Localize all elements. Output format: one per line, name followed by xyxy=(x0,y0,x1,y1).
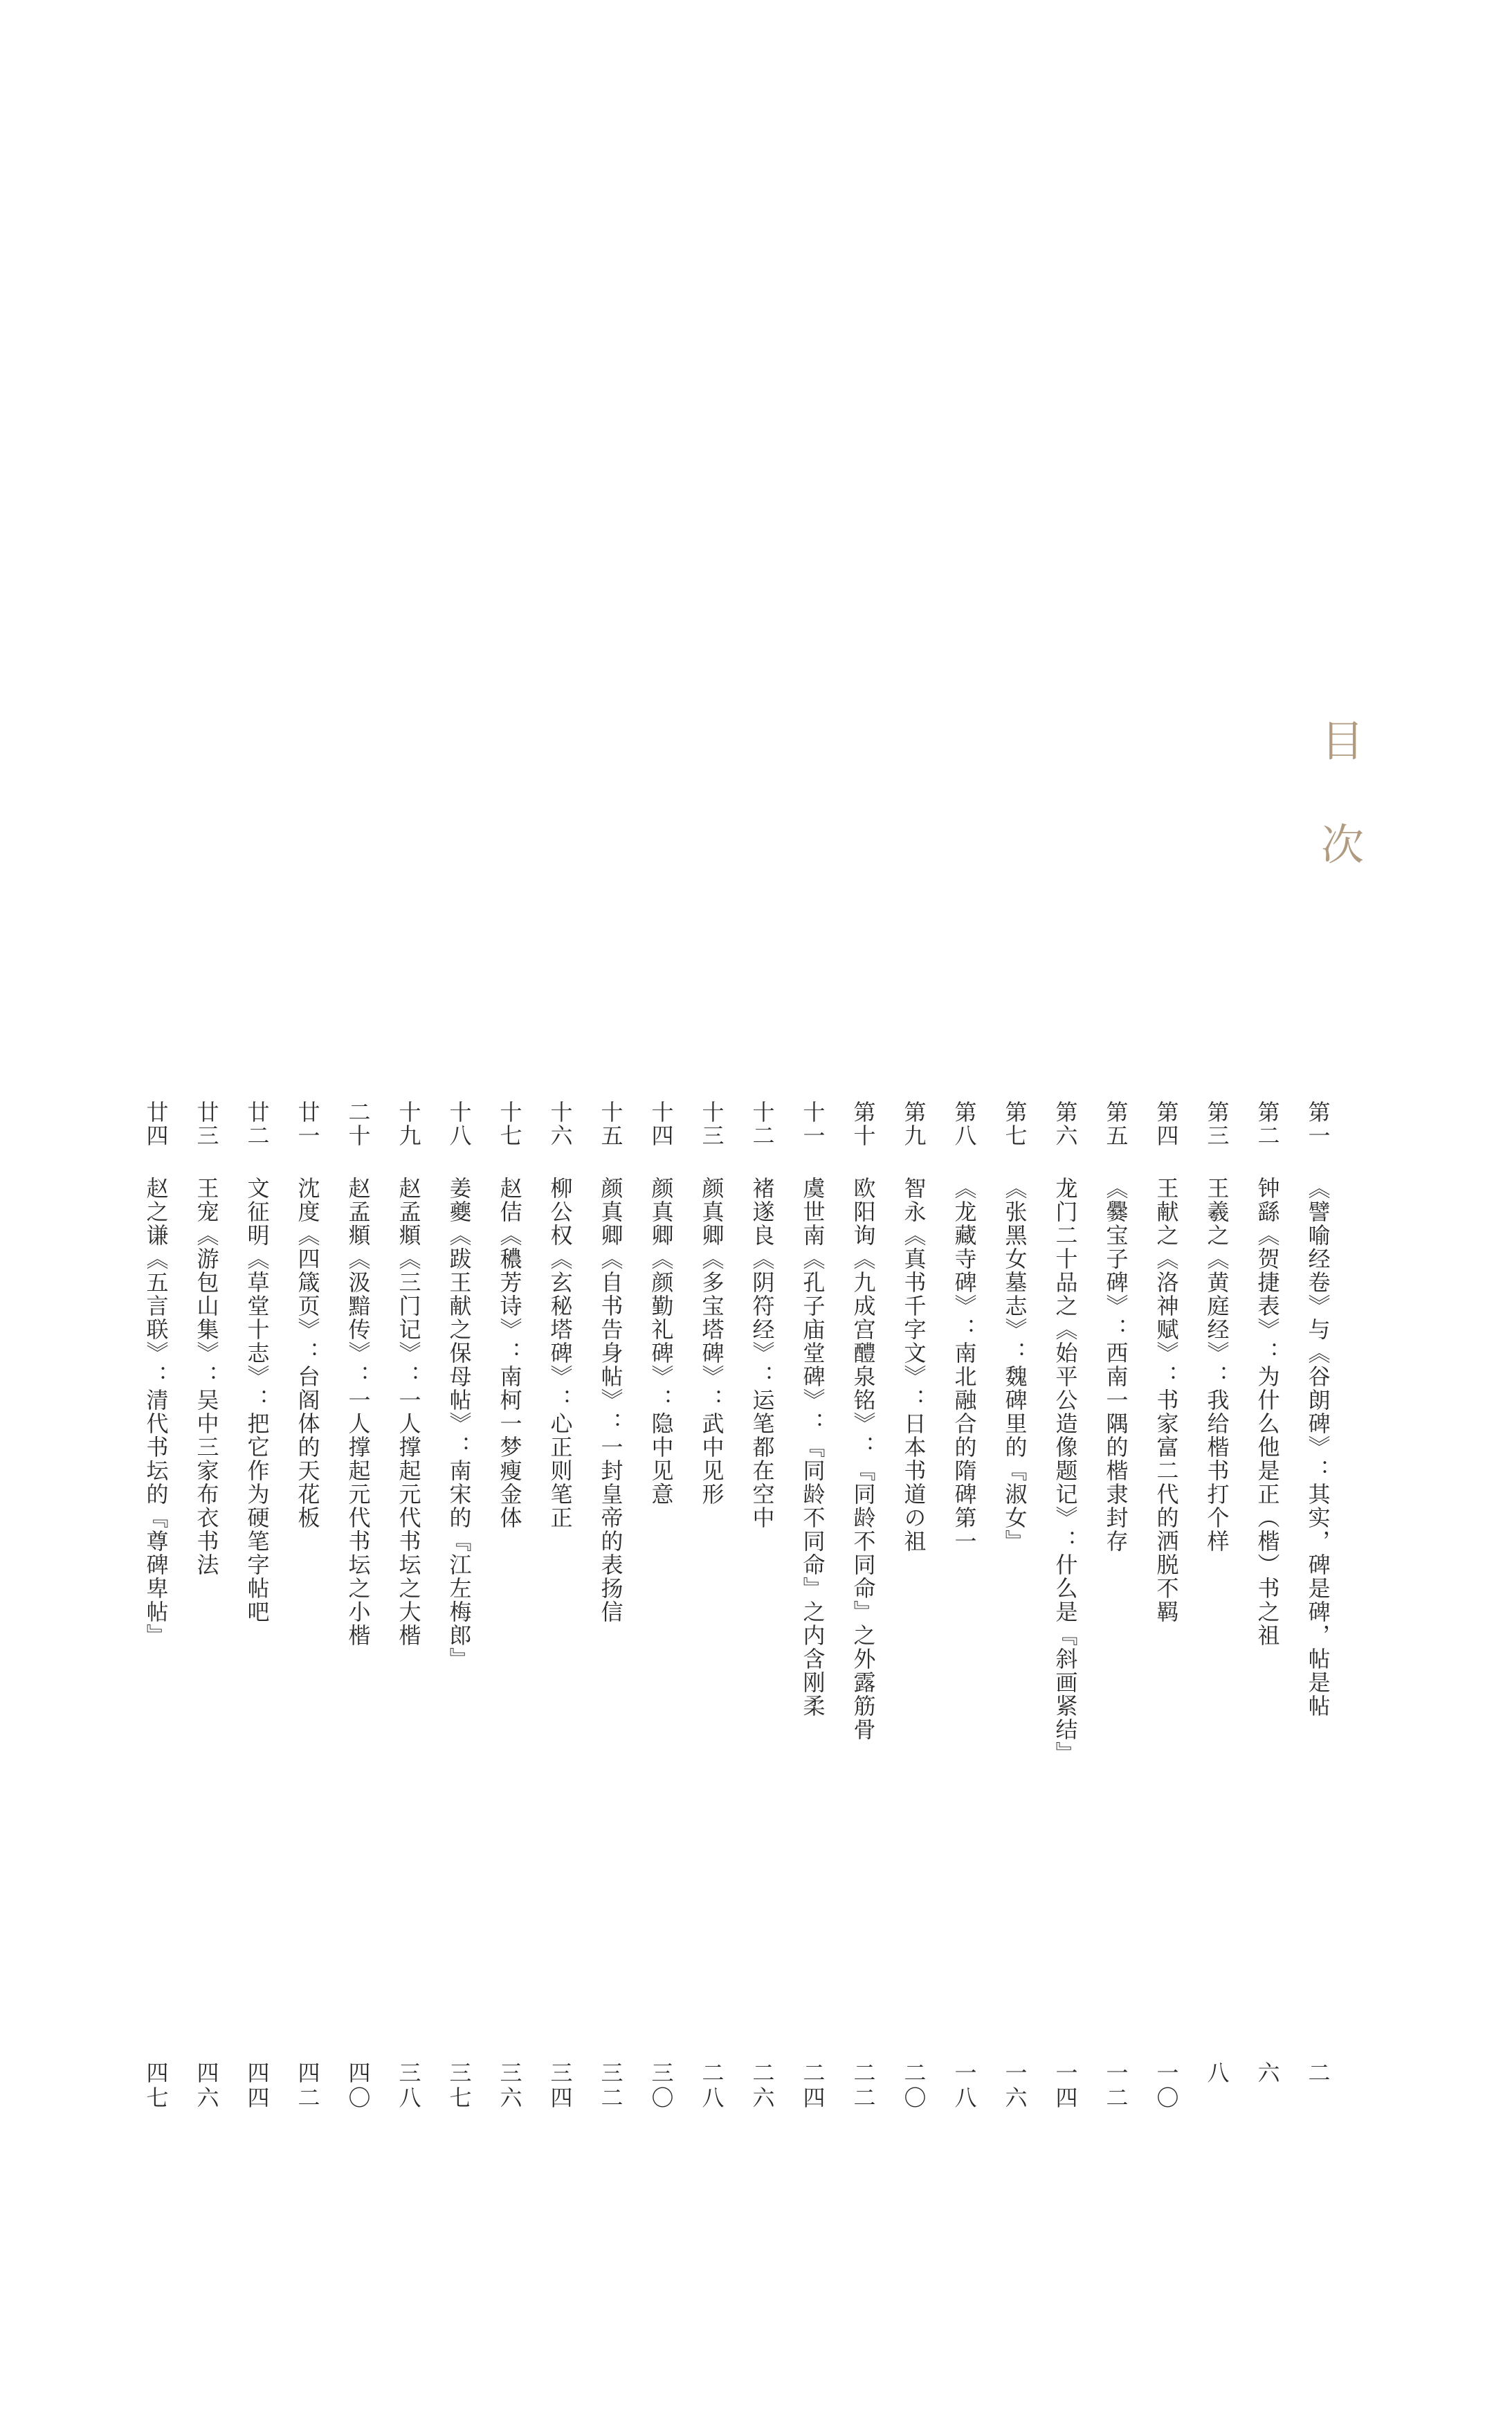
toc-entry-title: 颜真卿《自书告身帖》：一封皇帝的表扬信 xyxy=(597,1177,624,1624)
toc-entry-page-number: 三八 xyxy=(395,2061,422,2111)
toc-entry-ordinal: 廿一 xyxy=(294,1100,321,1148)
toc-entry-title: 王羲之《黄庭经》：我给楷书打个样 xyxy=(1203,1177,1230,1553)
toc-entry-ordinal: 第六 xyxy=(1052,1100,1079,1148)
toc-entry-title: 赵之谦《五言联》：清代书坛的『尊碑卑帖』 xyxy=(143,1177,170,1647)
toc-entry-ordinal: 十四 xyxy=(648,1100,675,1148)
toc-entry[interactable] xyxy=(636,1100,686,2153)
toc-entry-page-number: 一六 xyxy=(1001,2061,1028,2111)
toc-entry-title: 赵孟頫《三门记》：一人撑起元代书坛之大楷 xyxy=(395,1177,422,1647)
toc-entry-ordinal: 十五 xyxy=(597,1100,624,1148)
toc-entry-ordinal: 第五 xyxy=(1102,1100,1129,1148)
toc-entry-ordinal: 廿三 xyxy=(193,1100,220,1148)
table-of-contents xyxy=(131,1100,1343,2153)
toc-entry-page-number: 二六 xyxy=(749,2061,776,2111)
toc-entry[interactable] xyxy=(1242,1100,1293,2153)
toc-entry-ordinal: 第八 xyxy=(951,1100,978,1148)
toc-entry-page-number: 一二 xyxy=(1102,2061,1129,2111)
toc-entry-page-number: 三七 xyxy=(446,2061,473,2111)
toc-entry[interactable] xyxy=(232,1100,282,2153)
toc-entry[interactable] xyxy=(1141,1100,1192,2153)
toc-entry-page-number: 三二 xyxy=(597,2061,624,2111)
toc-entry[interactable] xyxy=(131,1100,181,2153)
toc-entry-page-number: 二二 xyxy=(850,2061,877,2111)
toc-entry[interactable] xyxy=(282,1100,333,2153)
toc-entry-page-number: 三四 xyxy=(547,2061,574,2111)
toc-entry[interactable] xyxy=(889,1100,939,2153)
toc-entry-ordinal: 十七 xyxy=(496,1100,523,1148)
toc-entry-title: 龙门二十品之《始平公造像题记》：什么是『斜画紧结』 xyxy=(1052,1177,1079,1765)
toc-entry-page-number: 三〇 xyxy=(648,2061,675,2111)
toc-entry-ordinal: 十八 xyxy=(446,1100,473,1148)
toc-entry-title: 姜夔《跋王献之保母帖》：南宋的『江左梅郎』 xyxy=(446,1177,473,1671)
toc-entry[interactable] xyxy=(686,1100,737,2153)
toc-entry-page-number: 二四 xyxy=(799,2061,826,2111)
toc-entry-title: 王献之《洛神赋》：书家富二代的洒脱不羁 xyxy=(1153,1177,1180,1624)
toc-entry-page-number: 二〇 xyxy=(900,2061,927,2111)
toc-entry-title: 《张黑女墓志》：魏碑里的『淑女』 xyxy=(1001,1177,1028,1553)
toc-entry[interactable] xyxy=(838,1100,889,2153)
toc-entry[interactable] xyxy=(939,1100,990,2153)
toc-entry-title: 颜真卿《多宝塔碑》：武中见形 xyxy=(698,1177,725,1506)
toc-entry-ordinal: 二十 xyxy=(345,1100,372,1148)
toc-entry-title: 褚遂良《阴符经》：运笔都在空中 xyxy=(749,1177,776,1530)
toc-entry-ordinal: 第九 xyxy=(900,1100,927,1148)
toc-entry[interactable] xyxy=(1040,1100,1091,2153)
toc-entry-page-number: 二 xyxy=(1304,2061,1331,2086)
toc-entry-page-number: 一〇 xyxy=(1153,2061,1180,2111)
toc-entry-page-number: 四四 xyxy=(244,2061,271,2111)
toc-entry-title: 《譬喻经卷》与《谷朗碑》：其实，碑是碑，帖是帖 xyxy=(1304,1177,1331,1718)
toc-entry[interactable] xyxy=(535,1100,585,2153)
toc-entry[interactable] xyxy=(1091,1100,1141,2153)
toc-entry-page-number: 八 xyxy=(1203,2061,1230,2086)
title-char: 目 xyxy=(1320,716,1364,766)
toc-entry-title: 王宠《游包山集》：吴中三家布衣书法 xyxy=(193,1177,220,1577)
toc-entry[interactable] xyxy=(585,1100,636,2153)
toc-entry[interactable] xyxy=(990,1100,1040,2153)
page-title xyxy=(1315,716,1370,870)
toc-entry-page-number: 一八 xyxy=(951,2061,978,2111)
toc-entry-title: 文征明《草堂十志》：把它作为硬笔字帖吧 xyxy=(244,1177,271,1624)
toc-entry[interactable] xyxy=(333,1100,383,2153)
toc-entry-page-number: 一四 xyxy=(1052,2061,1079,2111)
toc-entry-title: 虞世南《孔子庙堂碑》：『同龄不同命』之内含刚柔 xyxy=(799,1177,826,1718)
toc-entry-ordinal: 廿四 xyxy=(143,1100,170,1148)
toc-entry-title: 沈度《四箴页》：台阁体的天花板 xyxy=(294,1177,321,1530)
toc-entry-ordinal: 十三 xyxy=(698,1100,725,1148)
toc-entry-page-number: 六 xyxy=(1254,2061,1281,2086)
toc-entry-page-number: 四二 xyxy=(294,2061,321,2111)
toc-entry-title: 《龙藏寺碑》：南北融合的隋碑第一 xyxy=(951,1177,978,1553)
toc-entry-ordinal: 第二 xyxy=(1254,1100,1281,1148)
toc-entry-ordinal: 十二 xyxy=(749,1100,776,1148)
toc-entry[interactable] xyxy=(383,1100,434,2153)
toc-entry-title: 颜真卿《颜勤礼碑》：隐中见意 xyxy=(648,1177,675,1506)
toc-entry-title: 柳公权《玄秘塔碑》：心正则笔正 xyxy=(547,1177,574,1530)
toc-entry-ordinal: 十六 xyxy=(547,1100,574,1148)
toc-entry[interactable] xyxy=(787,1100,838,2153)
toc-entry[interactable] xyxy=(434,1100,484,2153)
toc-entry-ordinal: 第四 xyxy=(1153,1100,1180,1148)
toc-entry-page-number: 四〇 xyxy=(345,2061,372,2111)
title-char: 次 xyxy=(1320,819,1364,870)
toc-entry-ordinal: 第三 xyxy=(1203,1100,1230,1148)
toc-entry-ordinal: 十一 xyxy=(799,1100,826,1148)
toc-entry-page-number: 四六 xyxy=(193,2061,220,2111)
toc-entry-ordinal: 第十 xyxy=(850,1100,877,1148)
toc-entry[interactable] xyxy=(737,1100,787,2153)
toc-entry-title: 赵佶《穠芳诗》：南柯一梦瘦金体 xyxy=(496,1177,523,1530)
toc-entry-page-number: 四七 xyxy=(143,2061,170,2111)
toc-entry-ordinal: 第七 xyxy=(1001,1100,1028,1148)
toc-entry[interactable] xyxy=(181,1100,232,2153)
toc-entry[interactable] xyxy=(1293,1100,1343,2153)
toc-entry[interactable] xyxy=(484,1100,535,2153)
toc-entry-page-number: 三六 xyxy=(496,2061,523,2111)
toc-entry-title: 赵孟頫《汲黯传》：一人撑起元代书坛之小楷 xyxy=(345,1177,372,1647)
toc-entry-ordinal: 十九 xyxy=(395,1100,422,1148)
toc-entry-title: 《爨宝子碑》：西南一隅的楷隶封存 xyxy=(1102,1177,1129,1553)
toc-entry[interactable] xyxy=(1192,1100,1242,2153)
toc-entry-ordinal: 廿二 xyxy=(244,1100,271,1148)
toc-entry-title: 智永《真书千字文》：日本书道の祖 xyxy=(900,1177,927,1553)
toc-entry-title: 欧阳询《九成宫醴泉铭》：『同龄不同命』之外露筋骨 xyxy=(850,1177,877,1741)
toc-entry-ordinal: 第一 xyxy=(1304,1100,1331,1148)
toc-entry-page-number: 二八 xyxy=(698,2061,725,2111)
toc-entry-title: 钟繇《贺捷表》：为什么他是正（楷）书之祖 xyxy=(1254,1177,1281,1647)
